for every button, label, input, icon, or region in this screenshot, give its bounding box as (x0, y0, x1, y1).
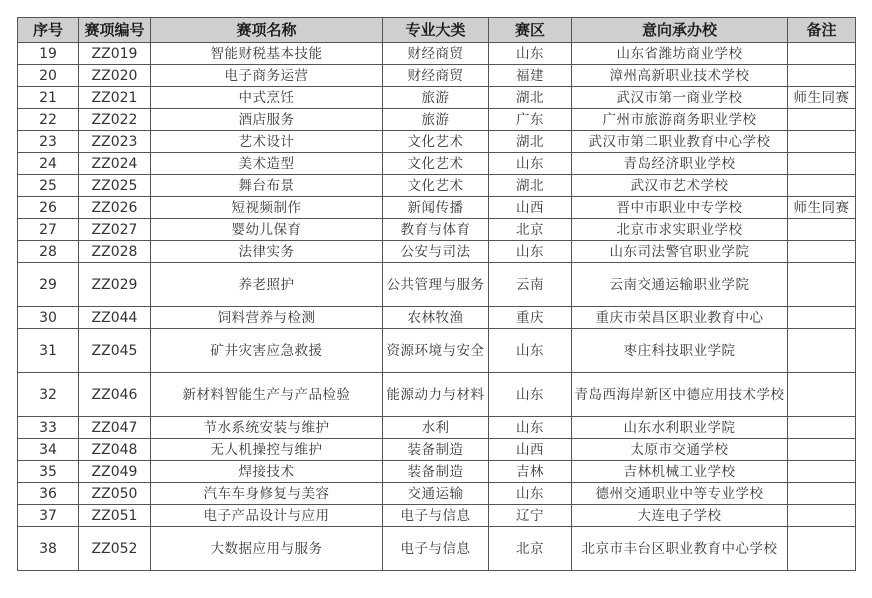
header-code: 赛项编号 (79, 18, 151, 43)
cell-serial: 26 (18, 197, 79, 219)
cell-note (788, 241, 856, 263)
cell-code: ZZ024 (79, 153, 151, 175)
header-school: 意向承办校 (572, 18, 788, 43)
table-header-row (18, 18, 856, 43)
cell-category: 电子与信息 (383, 527, 489, 571)
cell-serial: 29 (18, 263, 79, 307)
header-region: 赛区 (489, 18, 572, 43)
table-row (18, 329, 856, 373)
cell-category: 旅游 (383, 109, 489, 131)
cell-serial: 21 (18, 87, 79, 109)
cell-serial: 20 (18, 65, 79, 87)
cell-serial: 22 (18, 109, 79, 131)
cell-serial: 25 (18, 175, 79, 197)
table-row (18, 527, 856, 571)
cell-school: 德州交通职业中等专业学校 (572, 483, 788, 505)
cell-name: 中式烹饪 (151, 87, 383, 109)
cell-name: 酒店服务 (151, 109, 383, 131)
cell-region: 湖北 (489, 87, 572, 109)
cell-region: 山东 (489, 329, 572, 373)
table-row (18, 241, 856, 263)
cell-serial: 35 (18, 461, 79, 483)
cell-category: 能源动力与材料 (383, 373, 489, 417)
cell-note (788, 329, 856, 373)
cell-code: ZZ028 (79, 241, 151, 263)
cell-name: 电子产品设计与应用 (151, 505, 383, 527)
cell-name: 艺术设计 (151, 131, 383, 153)
cell-name: 汽车车身修复与美容 (151, 483, 383, 505)
cell-note (788, 263, 856, 307)
cell-serial: 33 (18, 417, 79, 439)
cell-note: 师生同赛 (788, 197, 856, 219)
cell-name: 大数据应用与服务 (151, 527, 383, 571)
cell-serial: 30 (18, 307, 79, 329)
cell-school: 武汉市第一商业学校 (572, 87, 788, 109)
cell-category: 资源环境与安全 (383, 329, 489, 373)
cell-category: 交通运输 (383, 483, 489, 505)
cell-serial: 23 (18, 131, 79, 153)
document-page (17, 17, 855, 571)
cell-region: 山东 (489, 483, 572, 505)
table-row (18, 131, 856, 153)
cell-note (788, 219, 856, 241)
table-row (18, 175, 856, 197)
cell-region: 辽宁 (489, 505, 572, 527)
table-row (18, 65, 856, 87)
cell-serial: 34 (18, 439, 79, 461)
cell-name: 无人机操控与维护 (151, 439, 383, 461)
cell-code: ZZ027 (79, 219, 151, 241)
cell-region: 湖北 (489, 175, 572, 197)
cell-name: 饲料营养与检测 (151, 307, 383, 329)
cell-name: 矿井灾害应急救援 (151, 329, 383, 373)
cell-region: 北京 (489, 527, 572, 571)
cell-school: 吉林机械工业学校 (572, 461, 788, 483)
cell-category: 公安与司法 (383, 241, 489, 263)
cell-region: 北京 (489, 219, 572, 241)
cell-note (788, 109, 856, 131)
cell-region: 山东 (489, 417, 572, 439)
cell-code: ZZ023 (79, 131, 151, 153)
cell-serial: 38 (18, 527, 79, 571)
table-row (18, 197, 856, 219)
cell-region: 重庆 (489, 307, 572, 329)
cell-school: 青岛经济职业学校 (572, 153, 788, 175)
cell-school: 武汉市第二职业教育中心学校 (572, 131, 788, 153)
cell-region: 山西 (489, 439, 572, 461)
header-name: 赛项名称 (151, 18, 383, 43)
cell-name: 节水系统安装与维护 (151, 417, 383, 439)
table-row (18, 417, 856, 439)
cell-category: 财经商贸 (383, 43, 489, 65)
table-row (18, 439, 856, 461)
cell-region: 福建 (489, 65, 572, 87)
cell-code: ZZ052 (79, 527, 151, 571)
cell-school: 云南交通运输职业学院 (572, 263, 788, 307)
cell-note (788, 175, 856, 197)
cell-code: ZZ046 (79, 373, 151, 417)
cell-school: 山东省潍坊商业学校 (572, 43, 788, 65)
table-row (18, 153, 856, 175)
cell-region: 湖北 (489, 131, 572, 153)
cell-note (788, 483, 856, 505)
cell-school: 漳州高新职业技术学校 (572, 65, 788, 87)
table-row (18, 87, 856, 109)
cell-category: 财经商贸 (383, 65, 489, 87)
cell-serial: 31 (18, 329, 79, 373)
competition-table (17, 17, 856, 571)
cell-category: 电子与信息 (383, 505, 489, 527)
cell-note (788, 153, 856, 175)
cell-region: 山东 (489, 43, 572, 65)
cell-category: 装备制造 (383, 439, 489, 461)
cell-serial: 19 (18, 43, 79, 65)
cell-note (788, 461, 856, 483)
cell-serial: 24 (18, 153, 79, 175)
cell-serial: 32 (18, 373, 79, 417)
cell-note (788, 505, 856, 527)
cell-category: 公共管理与服务 (383, 263, 489, 307)
cell-school: 广州市旅游商务职业学校 (572, 109, 788, 131)
cell-region: 山东 (489, 373, 572, 417)
table-row (18, 373, 856, 417)
cell-code: ZZ029 (79, 263, 151, 307)
cell-region: 山东 (489, 153, 572, 175)
cell-school: 青岛西海岸新区中德应用技术学校 (572, 373, 788, 417)
cell-code: ZZ050 (79, 483, 151, 505)
cell-name: 婴幼儿保育 (151, 219, 383, 241)
cell-school: 重庆市荣昌区职业教育中心 (572, 307, 788, 329)
cell-school: 北京市丰台区职业教育中心学校 (572, 527, 788, 571)
cell-code: ZZ020 (79, 65, 151, 87)
header-note: 备注 (788, 18, 856, 43)
cell-code: ZZ019 (79, 43, 151, 65)
cell-serial: 28 (18, 241, 79, 263)
cell-category: 文化艺术 (383, 153, 489, 175)
cell-school: 晋中市职业中专学校 (572, 197, 788, 219)
cell-name: 养老照护 (151, 263, 383, 307)
cell-region: 山东 (489, 241, 572, 263)
cell-code: ZZ022 (79, 109, 151, 131)
cell-school: 大连电子学校 (572, 505, 788, 527)
table-row (18, 505, 856, 527)
cell-note (788, 527, 856, 571)
cell-name: 焊接技术 (151, 461, 383, 483)
cell-region: 山西 (489, 197, 572, 219)
cell-note: 师生同赛 (788, 87, 856, 109)
cell-category: 旅游 (383, 87, 489, 109)
cell-school: 枣庄科技职业学院 (572, 329, 788, 373)
cell-category: 文化艺术 (383, 175, 489, 197)
cell-name: 美术造型 (151, 153, 383, 175)
table-row (18, 43, 856, 65)
cell-code: ZZ048 (79, 439, 151, 461)
cell-category: 新闻传播 (383, 197, 489, 219)
header-serial: 序号 (18, 18, 79, 43)
table-row (18, 461, 856, 483)
cell-region: 吉林 (489, 461, 572, 483)
cell-category: 文化艺术 (383, 131, 489, 153)
cell-region: 广东 (489, 109, 572, 131)
cell-note (788, 439, 856, 461)
cell-note (788, 65, 856, 87)
cell-category: 水利 (383, 417, 489, 439)
table-row (18, 219, 856, 241)
cell-name: 短视频制作 (151, 197, 383, 219)
cell-category: 装备制造 (383, 461, 489, 483)
table-row (18, 263, 856, 307)
table-row (18, 109, 856, 131)
cell-category: 教育与体育 (383, 219, 489, 241)
table-row (18, 483, 856, 505)
cell-code: ZZ025 (79, 175, 151, 197)
cell-region: 云南 (489, 263, 572, 307)
cell-note (788, 131, 856, 153)
cell-code: ZZ045 (79, 329, 151, 373)
cell-note (788, 307, 856, 329)
table-row (18, 307, 856, 329)
cell-code: ZZ026 (79, 197, 151, 219)
cell-name: 法律实务 (151, 241, 383, 263)
cell-code: ZZ047 (79, 417, 151, 439)
cell-serial: 37 (18, 505, 79, 527)
cell-serial: 27 (18, 219, 79, 241)
cell-name: 电子商务运营 (151, 65, 383, 87)
cell-code: ZZ051 (79, 505, 151, 527)
cell-school: 山东司法警官职业学院 (572, 241, 788, 263)
cell-note (788, 373, 856, 417)
cell-school: 武汉市艺术学校 (572, 175, 788, 197)
cell-school: 北京市求实职业学校 (572, 219, 788, 241)
cell-code: ZZ021 (79, 87, 151, 109)
cell-code: ZZ049 (79, 461, 151, 483)
cell-serial: 36 (18, 483, 79, 505)
header-category: 专业大类 (383, 18, 489, 43)
cell-code: ZZ044 (79, 307, 151, 329)
cell-name: 智能财税基本技能 (151, 43, 383, 65)
cell-school: 太原市交通学校 (572, 439, 788, 461)
cell-category: 农林牧渔 (383, 307, 489, 329)
cell-note (788, 417, 856, 439)
cell-name: 新材料智能生产与产品检验 (151, 373, 383, 417)
cell-name: 舞台布景 (151, 175, 383, 197)
cell-note (788, 43, 856, 65)
cell-school: 山东水利职业学院 (572, 417, 788, 439)
